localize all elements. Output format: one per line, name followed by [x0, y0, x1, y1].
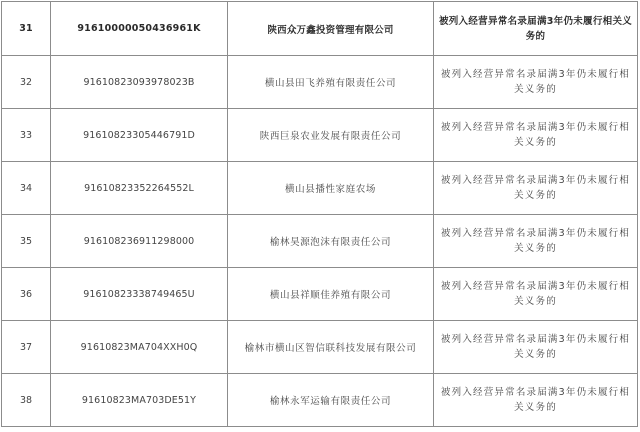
- credit-code-cell: [51, 2, 228, 56]
- row-number: 31: [19, 23, 33, 34]
- table-row: [2, 56, 638, 109]
- row-number-cell: [2, 215, 51, 268]
- company-name-cell: [228, 321, 434, 374]
- company-name: 横山县田飞养殖有限责任公司: [264, 78, 397, 89]
- credit-code: 91610823338749465U: [83, 288, 195, 300]
- row-number: 35: [19, 235, 33, 247]
- table-row: [2, 321, 638, 374]
- table-row: [2, 268, 638, 321]
- company-name: 横山县播性家庭农场: [285, 184, 376, 195]
- reason-cell: [434, 162, 638, 215]
- reason-cell: [434, 321, 638, 374]
- company-name-cell: [228, 374, 434, 427]
- credit-code: 91610823352264552L: [84, 182, 194, 194]
- abnormal-business-table: [1, 1, 638, 427]
- row-number-cell: [2, 162, 51, 215]
- company-name-cell: [228, 162, 434, 215]
- row-number: 32: [19, 76, 33, 88]
- credit-code-cell: [51, 56, 228, 109]
- row-number-cell: [2, 109, 51, 162]
- credit-code: 91610000050436961K: [77, 23, 201, 34]
- reason-text: 被列入经营异常名录届满3年仍未履行相关义务的: [440, 122, 631, 148]
- reason-text: 被列入经营异常名录届满3年仍未履行相关义务的: [440, 69, 631, 95]
- row-number: 33: [19, 129, 33, 141]
- company-name: 榆林市横山区智信联科技发展有限公司: [244, 343, 417, 354]
- reason-cell: [434, 109, 638, 162]
- credit-code-cell: [51, 374, 228, 427]
- credit-code-cell: [51, 162, 228, 215]
- credit-code-cell: [51, 268, 228, 321]
- reason-text: 被列入经营异常名录届满3年仍未履行相关义务的: [440, 175, 631, 201]
- row-number: 34: [19, 182, 33, 194]
- company-name-cell: [228, 268, 434, 321]
- credit-code-cell: [51, 109, 228, 162]
- reason-text: 被列入经营异常名录届满3年仍未履行相关义务的: [440, 387, 631, 413]
- row-number-cell: [2, 268, 51, 321]
- table-row: [2, 374, 638, 427]
- row-number: 37: [19, 341, 33, 353]
- company-name: 榆林昊源泡沫有限责任公司: [269, 237, 392, 248]
- table-body: [2, 2, 638, 427]
- row-number-cell: [2, 321, 51, 374]
- table-row: [2, 109, 638, 162]
- reason-cell: [434, 374, 638, 427]
- reason-text: 被列入经营异常名录届满3年仍未履行相关义务的: [438, 15, 633, 42]
- table-row: [2, 162, 638, 215]
- company-name-cell: [228, 215, 434, 268]
- reason-cell: [434, 268, 638, 321]
- company-name-cell: [228, 109, 434, 162]
- reason-text: 被列入经营异常名录届满3年仍未履行相关义务的: [440, 281, 631, 307]
- credit-code: 91610823MA704XXH0Q: [80, 341, 198, 353]
- reason-cell: [434, 2, 638, 56]
- credit-code: 91610823MA703DE51Y: [81, 394, 197, 406]
- row-number: 38: [19, 394, 33, 406]
- reason-cell: [434, 215, 638, 268]
- company-name: 陕西巨泉农业发展有限责任公司: [259, 131, 402, 142]
- company-name-cell: [228, 56, 434, 109]
- table-row: [2, 2, 638, 56]
- credit-code: 916108236911298000: [83, 235, 195, 247]
- reason-text: 被列入经营异常名录届满3年仍未履行相关义务的: [440, 228, 631, 254]
- company-name: 横山县祥顺佳养殖有限公司: [269, 290, 392, 301]
- company-name-cell: [228, 2, 434, 56]
- row-number-cell: [2, 2, 51, 56]
- reason-text: 被列入经营异常名录届满3年仍未履行相关义务的: [440, 334, 631, 360]
- credit-code: 91610823093978023B: [83, 76, 195, 88]
- row-number-cell: [2, 374, 51, 427]
- credit-code-cell: [51, 321, 228, 374]
- credit-code: 91610823305446791D: [83, 129, 195, 141]
- row-number: 36: [19, 288, 33, 300]
- table-row: [2, 215, 638, 268]
- reason-cell: [434, 56, 638, 109]
- company-name: 陕西众万鑫投资管理有限公司: [267, 24, 394, 36]
- company-name: 榆林永军运输有限责任公司: [269, 396, 392, 407]
- credit-code-cell: [51, 215, 228, 268]
- row-number-cell: [2, 56, 51, 109]
